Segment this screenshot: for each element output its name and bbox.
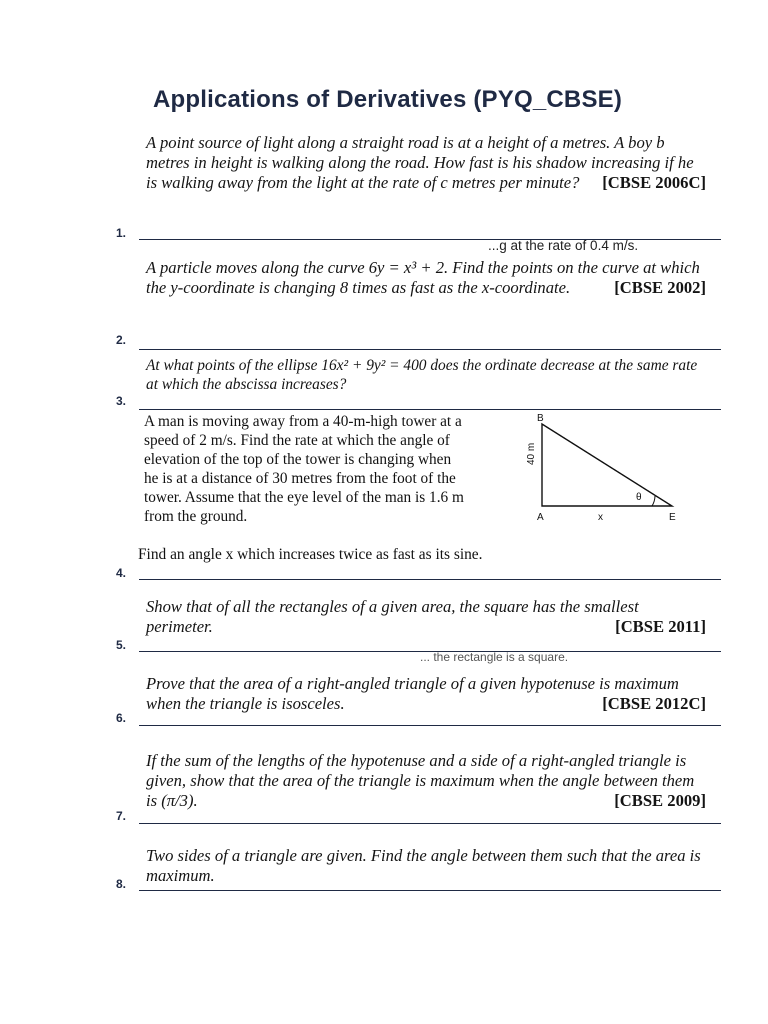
question-2-rule bbox=[139, 349, 721, 350]
question-6-text bbox=[146, 674, 706, 714]
question-2-tag: [CBSE 2002] bbox=[614, 278, 706, 297]
label-x: x bbox=[598, 512, 603, 523]
question-6-tag: [CBSE 2012C] bbox=[602, 694, 706, 713]
question-7-rule bbox=[139, 823, 721, 824]
question-2-text bbox=[146, 258, 706, 298]
question-8-body: Two sides of a triangle are given. Find the angle between them such that the area is maximum. bbox=[146, 846, 701, 885]
question-1-residue: ...g at the rate of 0.4 m/s. bbox=[488, 238, 639, 253]
question-3-body: At what points of the ellipse 16x² + 9y² = 400 does the ordinate decrease at the same rate at which the abscissa increases? bbox=[146, 357, 698, 393]
label-height: 40 m bbox=[526, 442, 537, 465]
question-5-residue: ... the rectangle is a square. bbox=[420, 650, 569, 664]
question-5-tag: [CBSE 2011] bbox=[615, 617, 706, 636]
label-b: B bbox=[537, 413, 544, 424]
label-e: E bbox=[669, 512, 676, 523]
question-4-rule bbox=[139, 579, 721, 580]
page-title: Applications of Derivatives (PYQ_CBSE) bbox=[153, 86, 623, 113]
question-6-rule bbox=[139, 725, 721, 726]
question-4-text-a: A man is moving away from a 40-m-high tower at a speed of 2 m/s. Find the rate at which the angle of elevation of the top of the tower is changing when he is at a distance of 30 metres from the foot of the tower. Assume that the eye level of the man is 1.6 m from the ground. bbox=[144, 413, 464, 525]
tower-triangle-figure bbox=[520, 412, 700, 532]
question-2-body: A particle moves along the curve 6y = x³ + 2. Find the points on the curve at which the y-coordinate is changing 8 times as fast as the x-coordinate. bbox=[146, 258, 700, 297]
question-8-number: 8. bbox=[116, 877, 127, 891]
question-6-number: 6. bbox=[116, 711, 127, 725]
question-3-rule bbox=[139, 409, 721, 410]
question-3-number: 3. bbox=[116, 394, 127, 408]
question-1-tag: [CBSE 2006C] bbox=[602, 173, 706, 192]
question-5-number: 5. bbox=[116, 638, 127, 652]
question-1-body: A point source of light along a straight road is at a height of a metres. A boy b metres in height is walking along the road. How fast is his shadow increasing if he is walking away from the light at the rate of c metres per minute? bbox=[146, 133, 694, 192]
question-8-rule bbox=[139, 890, 721, 891]
question-6-body: Prove that the area of a right-angled triangle of a given hypotenuse is maximum when the triangle is isosceles. bbox=[146, 674, 679, 713]
question-7-number: 7. bbox=[116, 809, 127, 823]
question-2-number: 2. bbox=[116, 333, 127, 347]
question-5-body: Show that of all the rectangles of a given area, the square has the smallest perimeter. bbox=[146, 597, 639, 636]
question-5-text bbox=[146, 597, 706, 637]
question-7-body: If the sum of the lengths of the hypotenuse and a side of a right-angled triangle is given, show that the area of the triangle is maximum when the angle between them is (π/3). bbox=[146, 751, 695, 810]
question-4-text-b: Find an angle x which increases twice as fast as its sine. bbox=[138, 546, 483, 563]
question-4-number: 4. bbox=[116, 566, 127, 580]
label-theta: θ bbox=[636, 492, 642, 503]
question-1-text bbox=[146, 133, 706, 193]
question-8-text bbox=[146, 846, 706, 886]
question-3-text bbox=[146, 356, 706, 394]
question-7-text bbox=[146, 751, 706, 811]
question-7-tag: [CBSE 2009] bbox=[614, 791, 706, 810]
question-1-number: 1. bbox=[116, 226, 127, 240]
label-a: A bbox=[537, 512, 544, 523]
